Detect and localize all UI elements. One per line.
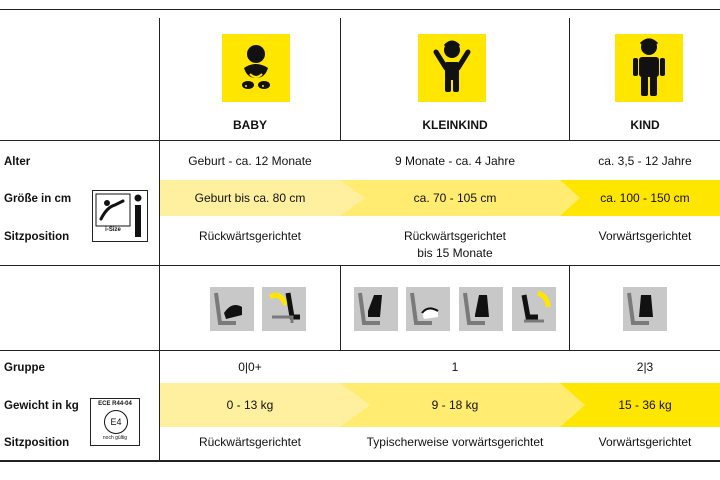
table-top-border <box>0 9 720 10</box>
gruppe-kind: 2|3 <box>636 360 654 374</box>
sitzposition-isize-kind: Vorwärtsgerichtet <box>598 229 692 243</box>
isize-badge <box>92 190 148 242</box>
groesse-kleinkind: ca. 70 - 105 cm <box>413 191 497 205</box>
baby-icon <box>222 34 290 102</box>
seat-child-icon <box>623 287 667 331</box>
row-label-groesse: Größe in cm <box>4 193 72 205</box>
child-icon-box <box>615 34 683 102</box>
gruppe-kleinkind: 1 <box>451 360 459 374</box>
divider-header <box>0 140 720 141</box>
row-label-sitzposition-ece: Sitzposition <box>4 437 70 449</box>
seat-toddler-3-icon <box>459 287 503 331</box>
alter-kleinkind: 9 Monate - ca. 4 Jahre <box>394 154 516 168</box>
row-label-gruppe: Gruppe <box>4 362 45 374</box>
sitzposition-ece-baby: Rückwärtsgerichtet <box>198 435 302 449</box>
sitzposition-isize-kleinkind: Rückwärtsgerichtet <box>403 229 507 243</box>
row-label-alter: Alter <box>4 156 31 168</box>
toddler-icon-box <box>418 34 486 102</box>
column-heading-baby: BABY <box>232 118 267 132</box>
seat-baby-base-icon <box>262 287 306 331</box>
child-icon <box>615 34 683 102</box>
sitzposition-ece-kleinkind: Typischerweise vorwärtsgerichtet <box>366 435 544 449</box>
seat-toddler-4-icon <box>512 287 556 331</box>
groesse-baby: Geburt bis ca. 80 cm <box>194 191 306 205</box>
toddler-icon <box>418 34 486 102</box>
ece-badge <box>90 398 140 446</box>
divider-seats <box>0 350 720 351</box>
gruppe-baby: 0|0+ <box>238 360 262 374</box>
groesse-kind: ca. 100 - 150 cm <box>600 191 690 205</box>
vline-5 <box>159 265 160 350</box>
alter-baby: Geburt - ca. 12 Monate <box>188 154 312 168</box>
ece-badge-title: ECE R44-04 <box>98 401 132 407</box>
ece-badge-mark: E4 <box>104 410 128 434</box>
seat-toddler-2-icon <box>406 287 450 331</box>
table-bottom-border <box>0 460 720 462</box>
gewicht-baby: 0 - 13 kg <box>226 398 274 412</box>
baby-icon-box <box>222 34 290 102</box>
gewicht-kind: 15 - 36 kg <box>618 398 672 412</box>
row-label-sitzposition-isize: Sitzposition <box>4 231 70 243</box>
column-heading-kleinkind: KLEINKIND <box>422 118 488 132</box>
seat-toddler-1-icon <box>354 287 398 331</box>
alter-kind: ca. 3,5 - 12 Jahre <box>598 154 692 168</box>
column-heading-kind: KIND <box>630 118 660 132</box>
isize-seat-icon <box>93 191 147 241</box>
sitzposition-isize-baby: Rückwärtsgerichtet <box>198 229 302 243</box>
vline-7 <box>569 265 570 350</box>
row-label-gewicht: Gewicht in kg <box>4 400 79 412</box>
gewicht-kleinkind: 9 - 18 kg <box>431 398 479 412</box>
sitzposition-isize-kleinkind-note: bis 15 Monate <box>417 246 493 260</box>
seat-baby-rear-icon <box>210 287 254 331</box>
sitzposition-ece-kind: Vorwärtsgerichtet <box>598 435 692 449</box>
vline-6 <box>340 265 341 350</box>
divider-isize <box>0 265 720 266</box>
ece-badge-note: noch gültig <box>102 435 128 441</box>
isize-badge-label: i-Size <box>105 227 121 233</box>
